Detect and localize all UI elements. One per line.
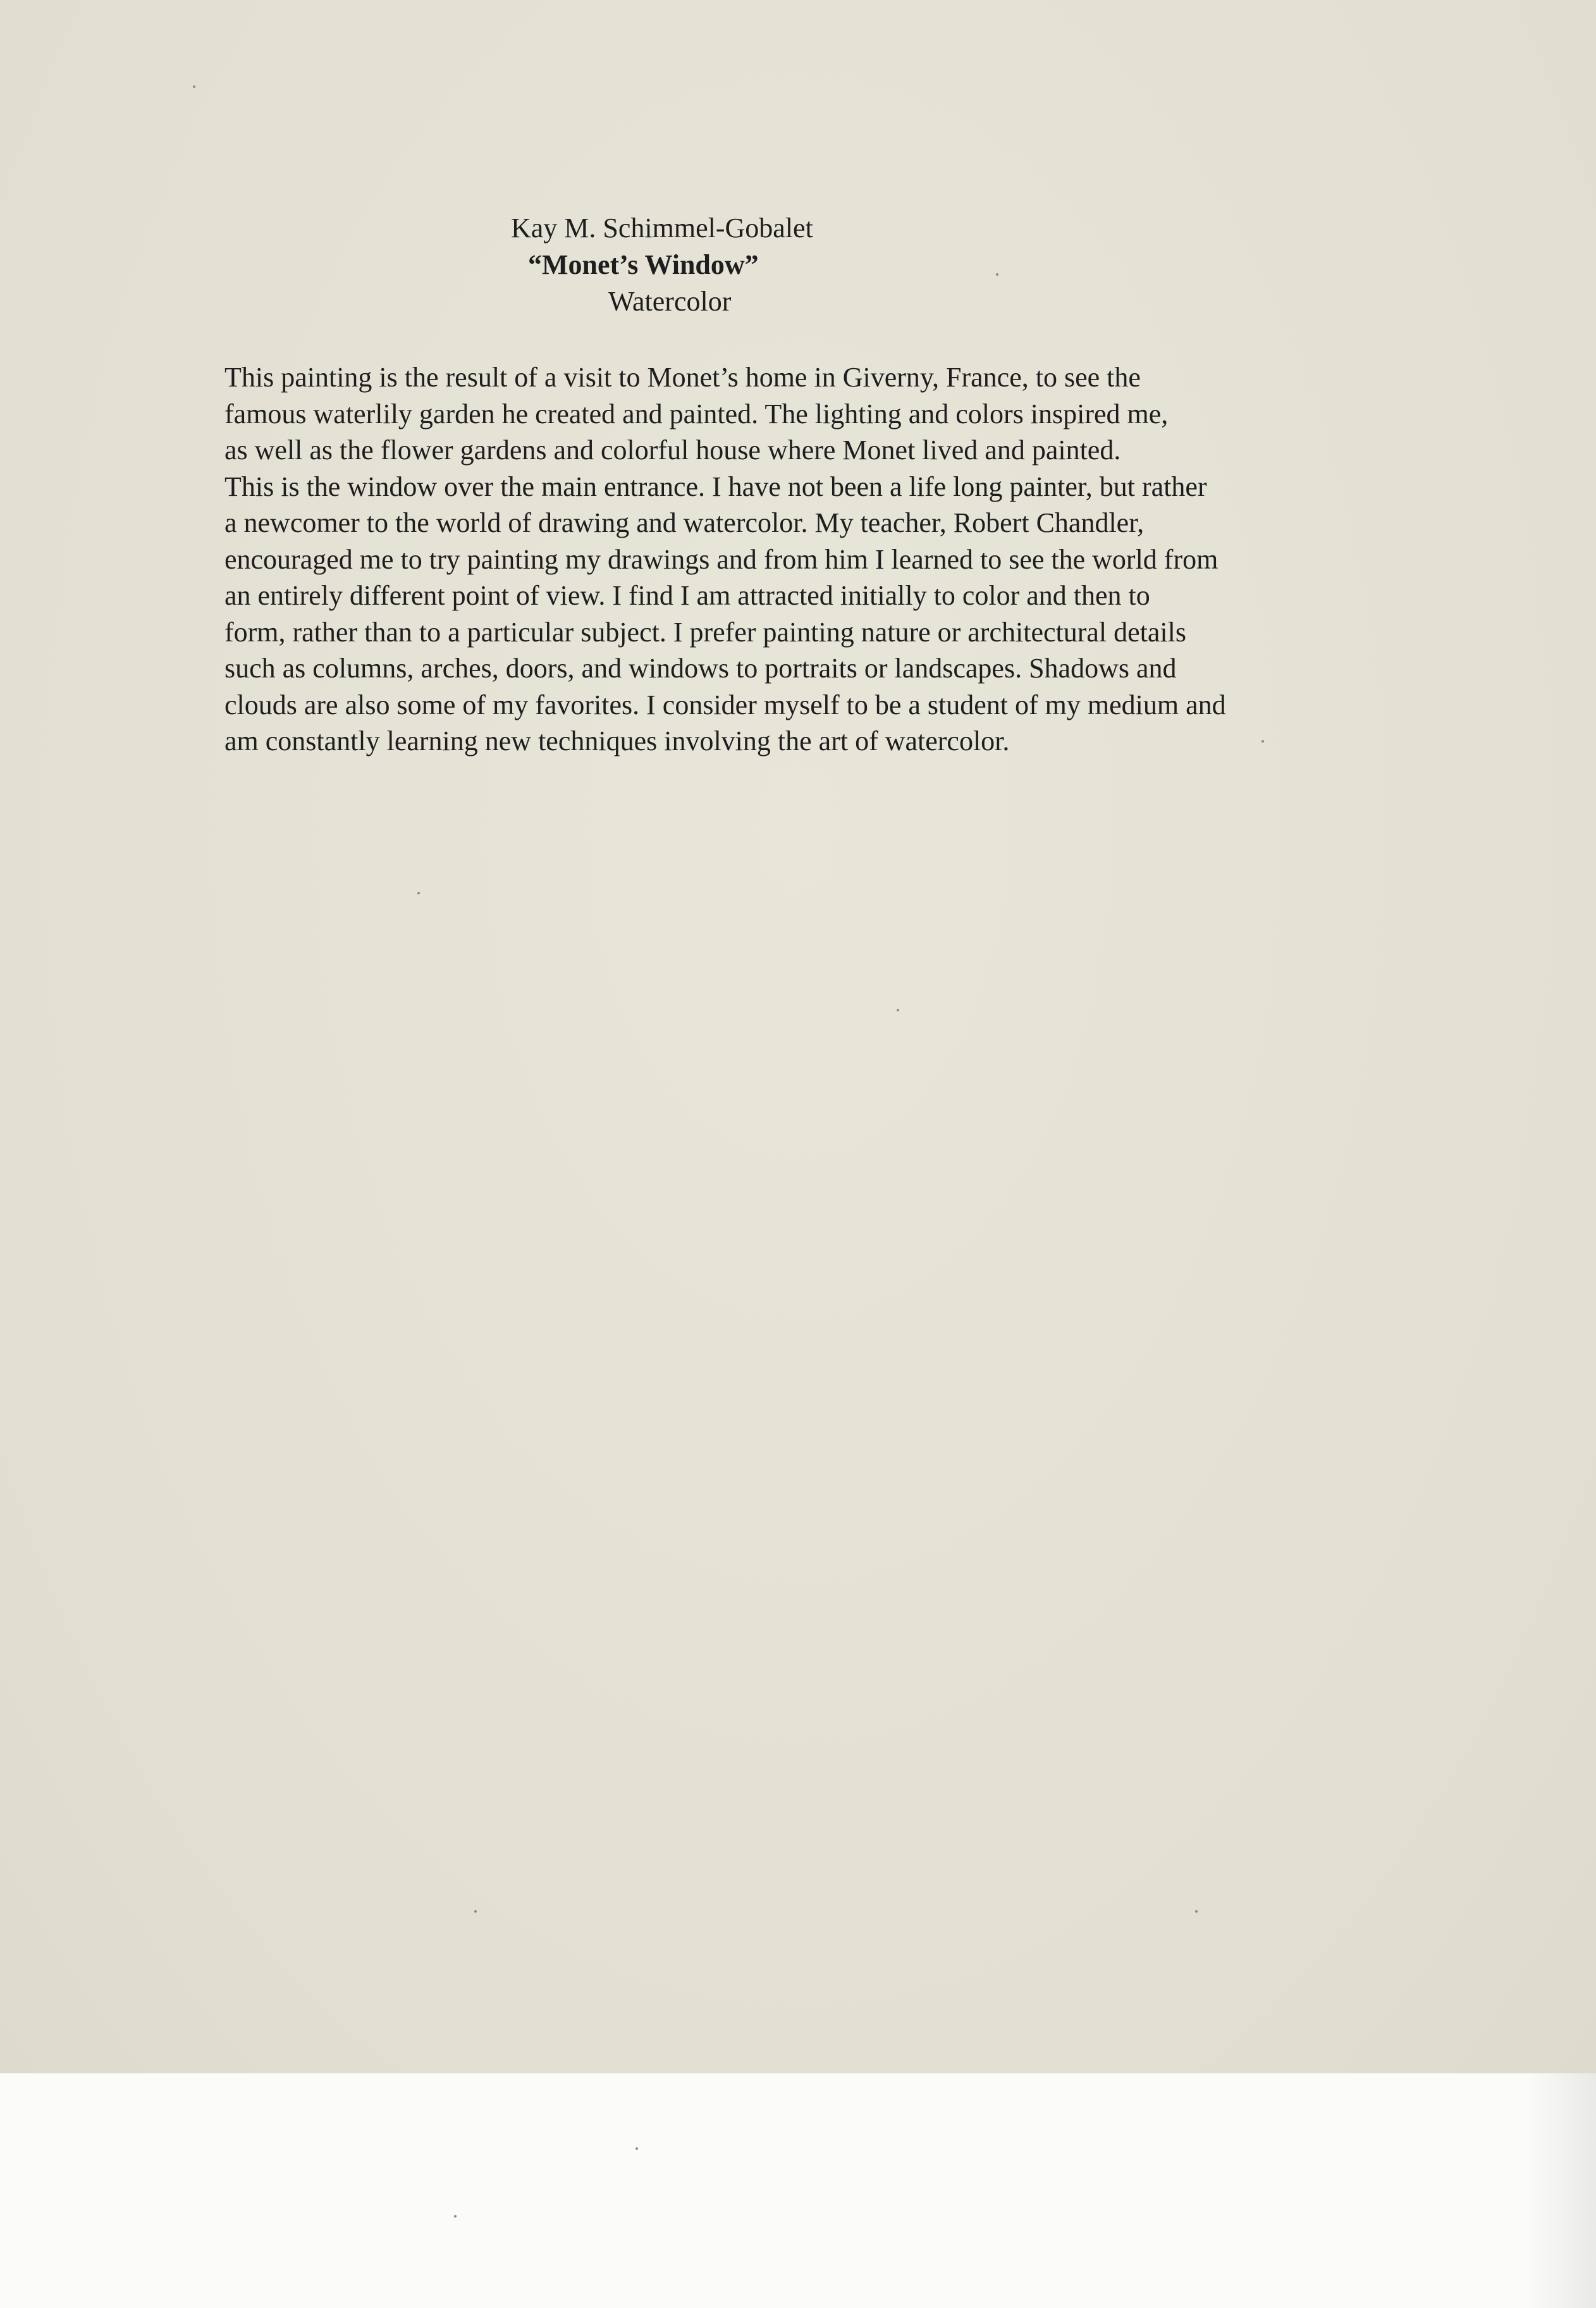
paper-speck <box>996 273 998 276</box>
statement-line: form, rather than to a particular subject. I prefer painting nature or architectural details <box>224 616 1186 648</box>
statement-line: as well as the flower gardens and colorful house where Monet lived and painted. <box>224 435 1121 466</box>
paper-speck <box>454 2215 457 2218</box>
paper-speck <box>897 1009 899 1011</box>
statement-line: This is the window over the main entrance. I have not been a life long painter, but rather <box>224 471 1207 502</box>
statement-line: This painting is the result of a visit to Monet’s home in Giverny, France, to see the <box>224 362 1141 393</box>
paper-speck <box>193 85 195 88</box>
artist-statement <box>224 359 1426 760</box>
statement-line: such as columns, arches, doors, and windows to portraits or landscapes. Shadows and <box>224 653 1177 684</box>
statement-line: clouds are also some of my favorites. I consider myself to be a student of my medium and <box>224 689 1226 720</box>
artist-name: Kay M. Schimmel-Gobalet <box>511 213 813 244</box>
scan-edge-shadow <box>1526 2073 1596 2308</box>
paper-speck <box>417 892 420 894</box>
statement-line: a newcomer to the world of drawing and watercolor. My teacher, Robert Chandler, <box>224 507 1145 538</box>
paper-speck <box>474 1910 477 1913</box>
artwork-medium: Watercolor <box>608 286 732 317</box>
artwork-title: “Monet’s Window” <box>528 249 759 280</box>
paper-speck <box>1261 740 1264 743</box>
statement-line: am constantly learning new techniques involving the art of watercolor. <box>224 725 1010 756</box>
statement-line: encouraged me to try painting my drawings and from him I learned to see the world from <box>224 543 1218 575</box>
statement-line: an entirely different point of view. I find I am attracted initially to color and then to <box>224 580 1150 611</box>
statement-line: famous waterlily garden he created and painted. The lighting and colors inspired me, <box>224 398 1169 429</box>
paper-speck <box>635 2147 638 2150</box>
paper-speck <box>1195 1910 1198 1913</box>
